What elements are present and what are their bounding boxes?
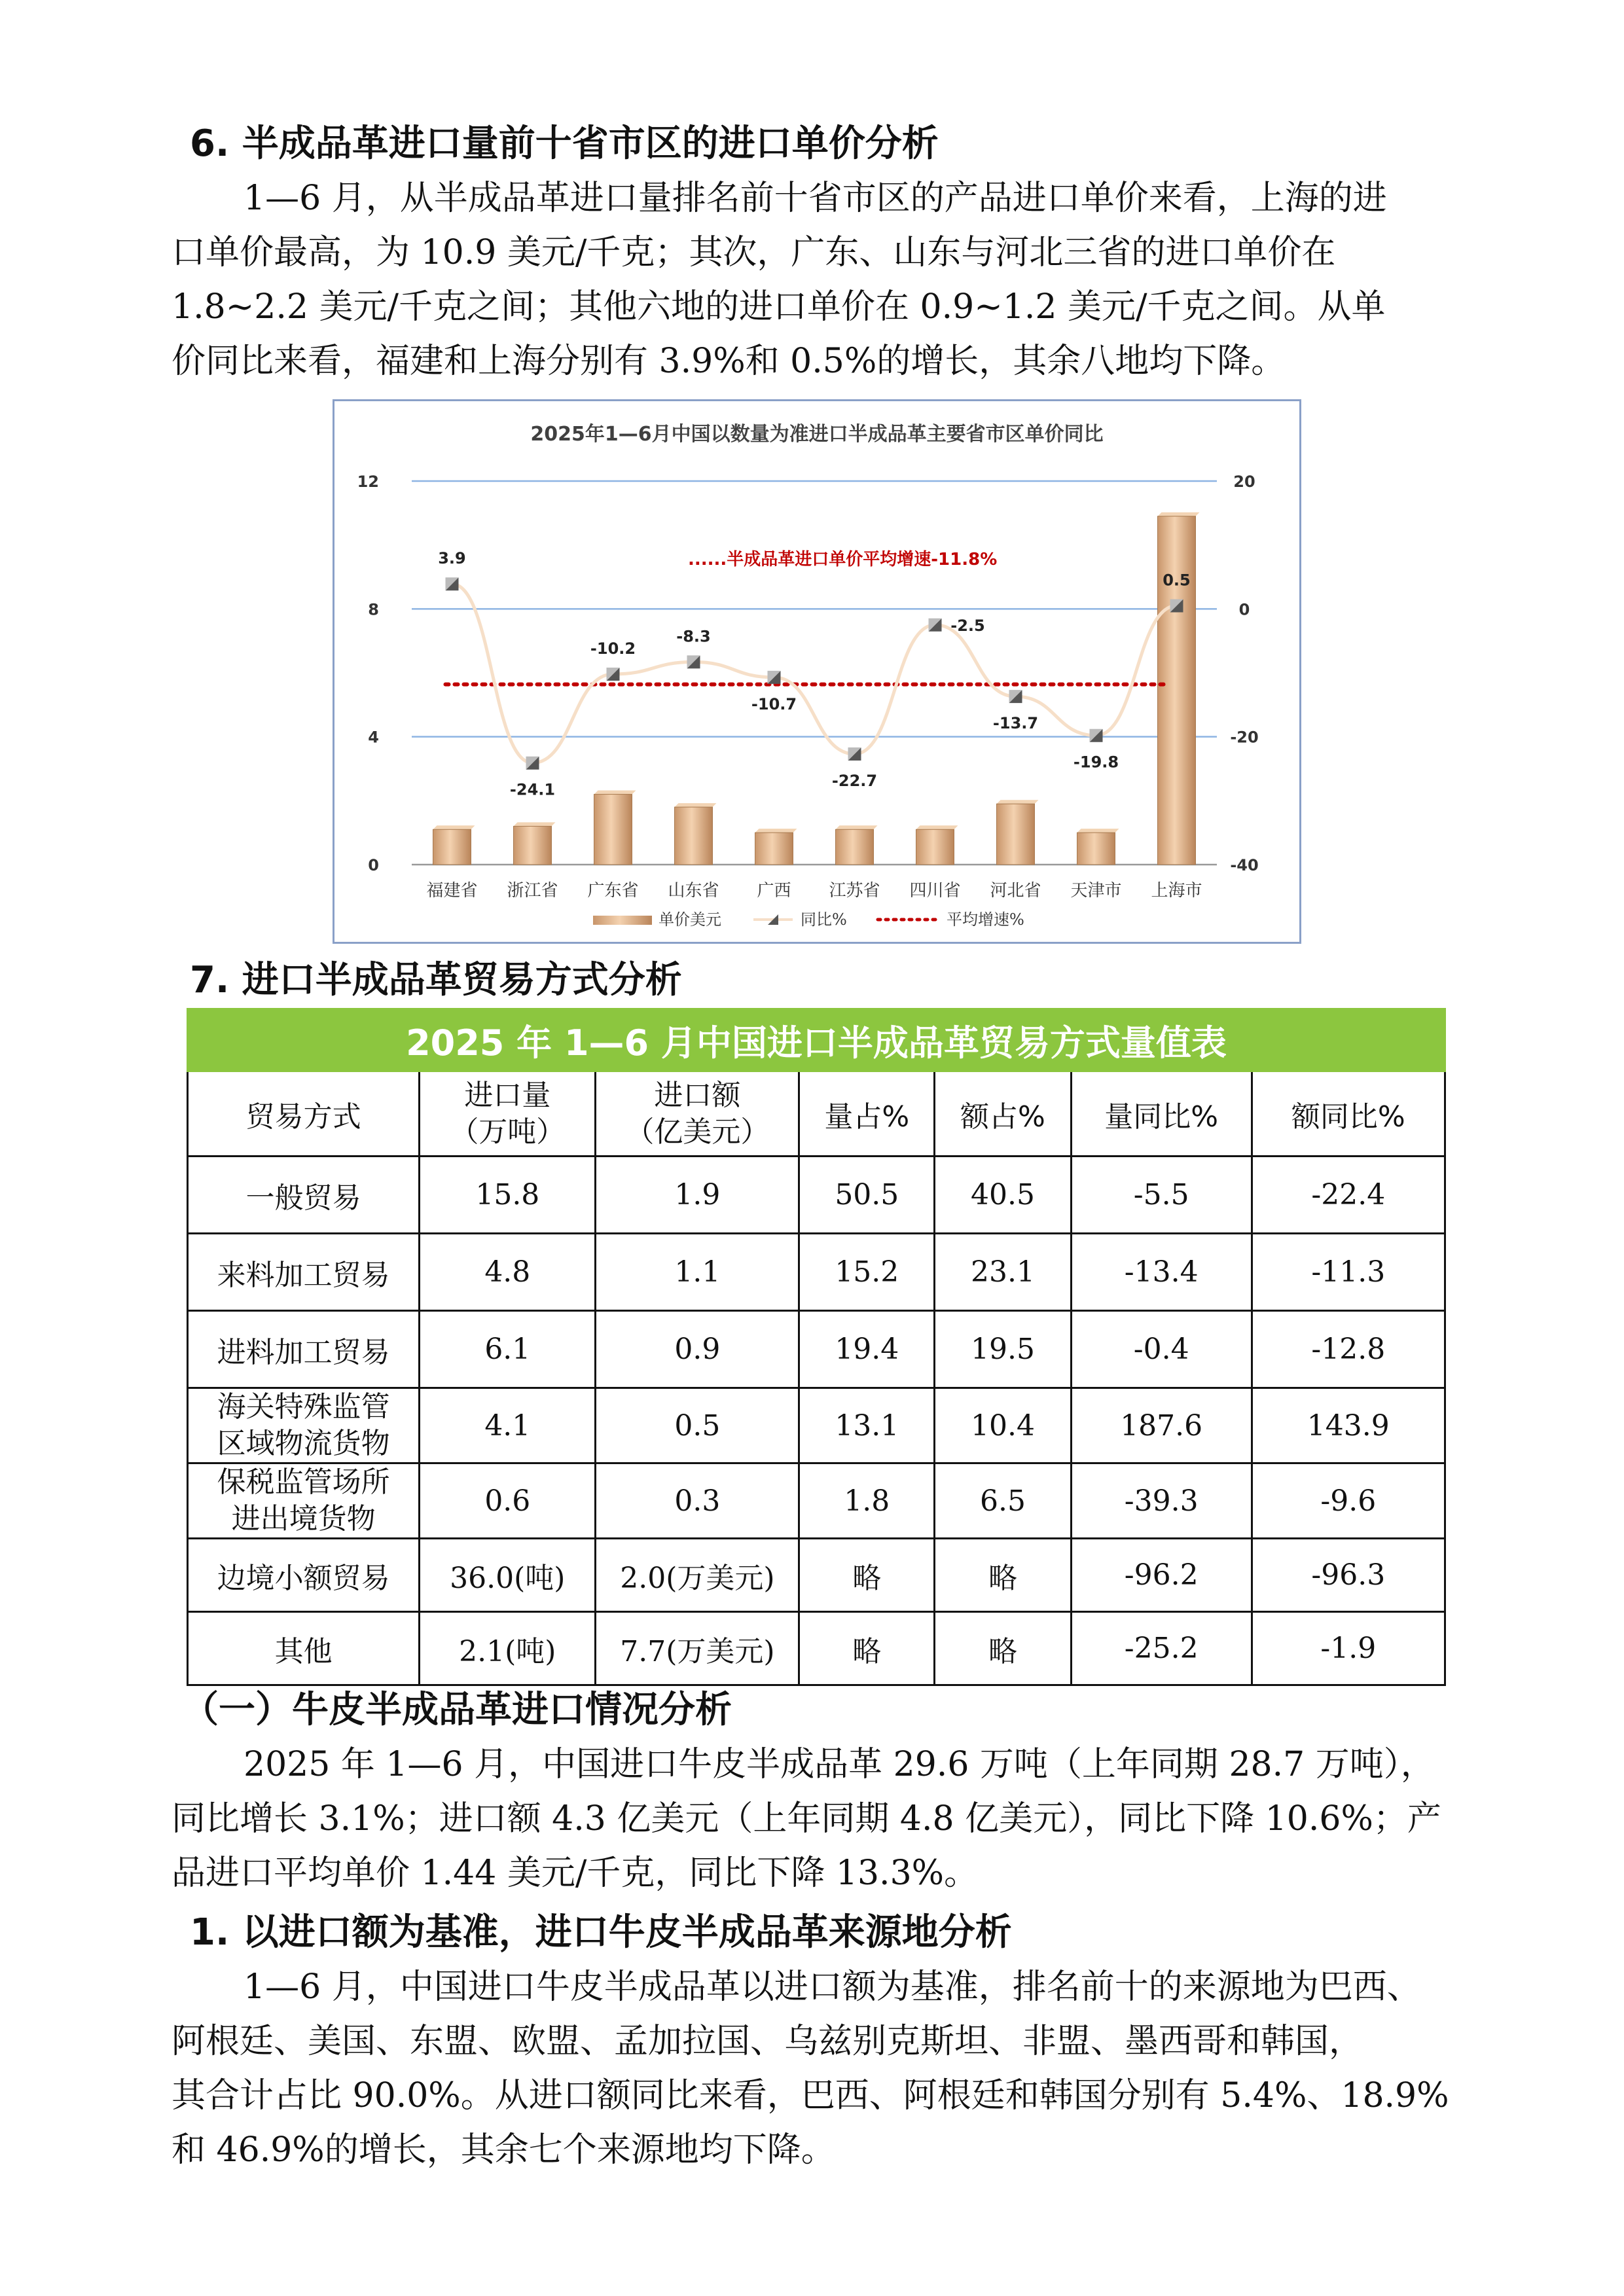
table-cell: 略 [799, 1539, 935, 1612]
paragraph-line: 2025 年 1—6 月，中国进口牛皮半成品革 29.6 万吨（上年同期 28.7 万吨）， [244, 1745, 1435, 1784]
bar-top [997, 800, 1039, 804]
table-cell: 1.8 [799, 1463, 935, 1539]
row-label-text: 进料加工贸易 [217, 1335, 390, 1369]
bar [755, 833, 793, 865]
table-cell: -13.4 [1071, 1234, 1252, 1311]
average-growth-annotation: ......半成品革进口单价平均增速-11.8% [688, 550, 998, 569]
table-row [188, 1539, 1445, 1612]
table-row [188, 1388, 1445, 1463]
table-cell: 13.1 [799, 1388, 935, 1463]
paragraph-line: 1—6 月，从半成品革进口量排名前十省市区的产品进口单价来看，上海的进 [244, 179, 1387, 218]
table-row [188, 1463, 1445, 1539]
row-label-text: 区域物流货物 [217, 1427, 390, 1460]
paragraph-line: 和 46.9%的增长，其余七个来源地均下降。 [171, 2130, 835, 2170]
bar-top [594, 791, 636, 795]
header-text: 额同比% [1291, 1100, 1405, 1134]
bar [433, 829, 471, 865]
row-label-text: 进出境货物 [231, 1502, 376, 1535]
paragraph-line: 1—6 月，中国进口牛皮半成品革以进口额为基准，排名前十的来源地为巴西、 [244, 1967, 1421, 2007]
table-cell: -96.3 [1252, 1539, 1445, 1612]
row-label [188, 1612, 420, 1685]
chart-title: 2025年1—6月中国以数量为准进口半成品革主要省市区单价同比 [530, 423, 1104, 446]
left-axis-tick-label: 8 [368, 600, 379, 619]
category-label: 上海市 [1151, 881, 1202, 901]
row-label [188, 1157, 420, 1234]
table-cell: 10.4 [935, 1388, 1072, 1463]
category-label: 四川省 [909, 881, 961, 901]
table-cell: -5.5 [1071, 1157, 1252, 1234]
table-header-cell [799, 1071, 935, 1157]
table-row [188, 1311, 1445, 1388]
category-label: 江苏省 [829, 881, 880, 901]
table-cell: 0.6 [420, 1463, 596, 1539]
bar-top [514, 822, 556, 826]
category-label: 河北省 [990, 881, 1041, 901]
trade-mode-table [187, 1008, 1446, 1686]
paragraph-line: 其合计占比 90.0%。从进口额同比来看，巴西、阿根廷和韩国分别有 5.4%、18.9% [171, 2076, 1449, 2115]
bar-top [755, 829, 797, 833]
table-cell: 1.1 [596, 1234, 799, 1311]
category-label: 广西 [757, 881, 791, 901]
legend-label: 同比% [801, 910, 847, 929]
right-axis-tick-label: -20 [1230, 728, 1259, 747]
row-label-text: 边境小额贸易 [217, 1561, 390, 1595]
yoy-data-label: -24.1 [509, 780, 556, 799]
paragraph-line: 口单价最高，为 10.9 美元/千克；其次，广东、山东与河北三省的进口单价在 [171, 233, 1336, 272]
section6-paragraph [171, 171, 1464, 389]
header-text: （万吨） [450, 1115, 566, 1149]
chart-canvas [334, 401, 1299, 942]
right-axis-tick-label: 0 [1238, 600, 1250, 619]
table-header-cell [188, 1071, 420, 1157]
table-cell: -9.6 [1252, 1463, 1445, 1539]
sectionA1-paragraph [171, 1960, 1464, 2178]
table-cell: 2.1(吨) [420, 1612, 596, 1685]
left-axis-tick-label: 12 [357, 473, 379, 491]
yoy-data-label: 0.5 [1163, 571, 1191, 590]
bar [836, 829, 874, 865]
bar [594, 795, 632, 865]
row-label [188, 1311, 420, 1388]
yoy-data-label: -2.5 [950, 616, 985, 635]
yoy-data-label: -10.2 [590, 639, 636, 658]
header-text: 贸易方式 [245, 1100, 361, 1134]
bar-top [1077, 829, 1119, 833]
table-header-cell [935, 1071, 1072, 1157]
yoy-data-label: -8.3 [676, 627, 711, 646]
table-cell: -25.2 [1071, 1612, 1252, 1685]
bar-top [836, 825, 878, 829]
bar [1158, 516, 1196, 865]
table-cell: 143.9 [1252, 1388, 1445, 1463]
table-cell: -12.8 [1252, 1311, 1445, 1388]
category-label: 福建省 [426, 881, 478, 901]
table-cell: -22.4 [1252, 1157, 1445, 1234]
right-axis-tick-label: -40 [1230, 856, 1259, 874]
table-title: 2025 年 1—6 月中国进口半成品革贸易方式量值表 [188, 1009, 1445, 1071]
table-cell: 187.6 [1071, 1388, 1252, 1463]
paragraph-line: 品进口平均单价 1.44 美元/千克，同比下降 13.3%。 [171, 1854, 979, 1893]
row-label-text: 保税监管场所 [217, 1465, 390, 1499]
table-header-cell [420, 1071, 596, 1157]
unit-price-chart [333, 399, 1301, 944]
header-text: 量同比% [1104, 1100, 1219, 1134]
paragraph-line: 1.8~2.2 美元/千克之间；其他六地的进口单价在 0.9~1.2 美元/千克之间。从单 [171, 287, 1386, 327]
table-header-cell [1071, 1071, 1252, 1157]
left-axis-tick-label: 4 [368, 728, 379, 747]
bar [997, 804, 1035, 865]
table-cell: 0.5 [596, 1388, 799, 1463]
header-text: （亿美元） [625, 1115, 770, 1149]
header-text: 量占% [824, 1100, 910, 1134]
left-axis-tick-label: 0 [368, 856, 379, 874]
table-cell: 略 [799, 1612, 935, 1685]
table-cell: 1.9 [596, 1157, 799, 1234]
bar-top [433, 825, 475, 829]
table-cell: 6.5 [935, 1463, 1072, 1539]
paragraph-line: 同比增长 3.1%；进口额 4.3 亿美元（上年同期 4.8 亿美元），同比下降 10.6%；产 [171, 1799, 1441, 1839]
bar [1077, 833, 1115, 865]
table-cell: 4.8 [420, 1234, 596, 1311]
table-header-row [188, 1071, 1445, 1157]
table-row [188, 1612, 1445, 1685]
table-cell: 7.7(万美元) [596, 1612, 799, 1685]
legend-label: 平均增速% [947, 910, 1024, 929]
table-cell: 0.3 [596, 1463, 799, 1539]
row-label-text: 一般贸易 [245, 1181, 361, 1215]
yoy-data-label: -13.7 [992, 714, 1039, 733]
header-text: 进口额 [654, 1078, 741, 1112]
paragraph-line: 价同比来看，福建和上海分别有 3.9%和 0.5%的增长，其余八地均下降。 [171, 342, 1286, 381]
row-label [188, 1234, 420, 1311]
header-text: 进口量 [464, 1078, 551, 1112]
table-cell: 略 [935, 1612, 1072, 1685]
right-axis-tick-label: 20 [1233, 473, 1255, 491]
table-cell: 36.0(吨) [420, 1539, 596, 1612]
category-label: 天津市 [1070, 881, 1122, 901]
table-header-cell [1252, 1071, 1445, 1157]
bar-top [1158, 512, 1200, 516]
yoy-data-label: -22.7 [831, 772, 878, 791]
yoy-data-label: -10.7 [751, 694, 797, 713]
bar [514, 826, 552, 865]
sectionA1-heading: 1. 以进口额为基准，进口牛皮半成品革来源地分析 [190, 1911, 1012, 1954]
table-row [188, 1157, 1445, 1234]
table-cell: 6.1 [420, 1311, 596, 1388]
table-header-cell [596, 1071, 799, 1157]
table-cell: 0.9 [596, 1311, 799, 1388]
category-label: 广东省 [587, 881, 639, 901]
table-cell: 15.2 [799, 1234, 935, 1311]
table-cell: -0.4 [1071, 1311, 1252, 1388]
table-cell: 40.5 [935, 1157, 1072, 1234]
table-cell: -1.9 [1252, 1612, 1445, 1685]
row-label-text: 其他 [274, 1634, 333, 1668]
section6-heading: 6. 半成品革进口量前十省市区的进口单价分析 [190, 122, 939, 165]
row-label-text: 来料加工贸易 [217, 1258, 390, 1292]
bar [675, 807, 713, 865]
header-text: 额占% [960, 1100, 1045, 1134]
category-label: 浙江省 [507, 881, 558, 901]
table-cell: 19.4 [799, 1311, 935, 1388]
yoy-data-label: -19.8 [1073, 753, 1119, 772]
table-cell: 略 [935, 1539, 1072, 1612]
row-label [188, 1463, 420, 1539]
table-cell: 4.1 [420, 1388, 596, 1463]
bar-top [675, 803, 717, 807]
table-cell: 15.8 [420, 1157, 596, 1234]
sectionA-heading: （一）牛皮半成品革进口情况分析 [182, 1689, 732, 1731]
table-cell: 2.0(万美元) [596, 1539, 799, 1612]
category-label: 山东省 [668, 881, 719, 901]
yoy-data-label: 3.9 [438, 549, 466, 568]
bar-top [916, 825, 958, 829]
row-label-text: 海关特殊监管 [217, 1390, 390, 1424]
sectionA-paragraph [171, 1738, 1464, 1901]
paragraph-line: 阿根廷、美国、东盟、欧盟、孟加拉国、乌兹别克斯坦、非盟、墨西哥和韩国， [171, 2022, 1363, 2061]
row-label [188, 1539, 420, 1612]
legend-bar-swatch [593, 916, 652, 925]
table-cell: -11.3 [1252, 1234, 1445, 1311]
table-cell: -39.3 [1071, 1463, 1252, 1539]
table-cell: 23.1 [935, 1234, 1072, 1311]
legend-label: 单价美元 [659, 910, 721, 929]
table-cell: 19.5 [935, 1311, 1072, 1388]
bar [916, 829, 954, 865]
section7-heading: 7. 进口半成品革贸易方式分析 [190, 959, 682, 1001]
table-cell: -96.2 [1071, 1539, 1252, 1612]
table-row [188, 1234, 1445, 1311]
row-label [188, 1388, 420, 1463]
table-cell: 50.5 [799, 1157, 935, 1234]
